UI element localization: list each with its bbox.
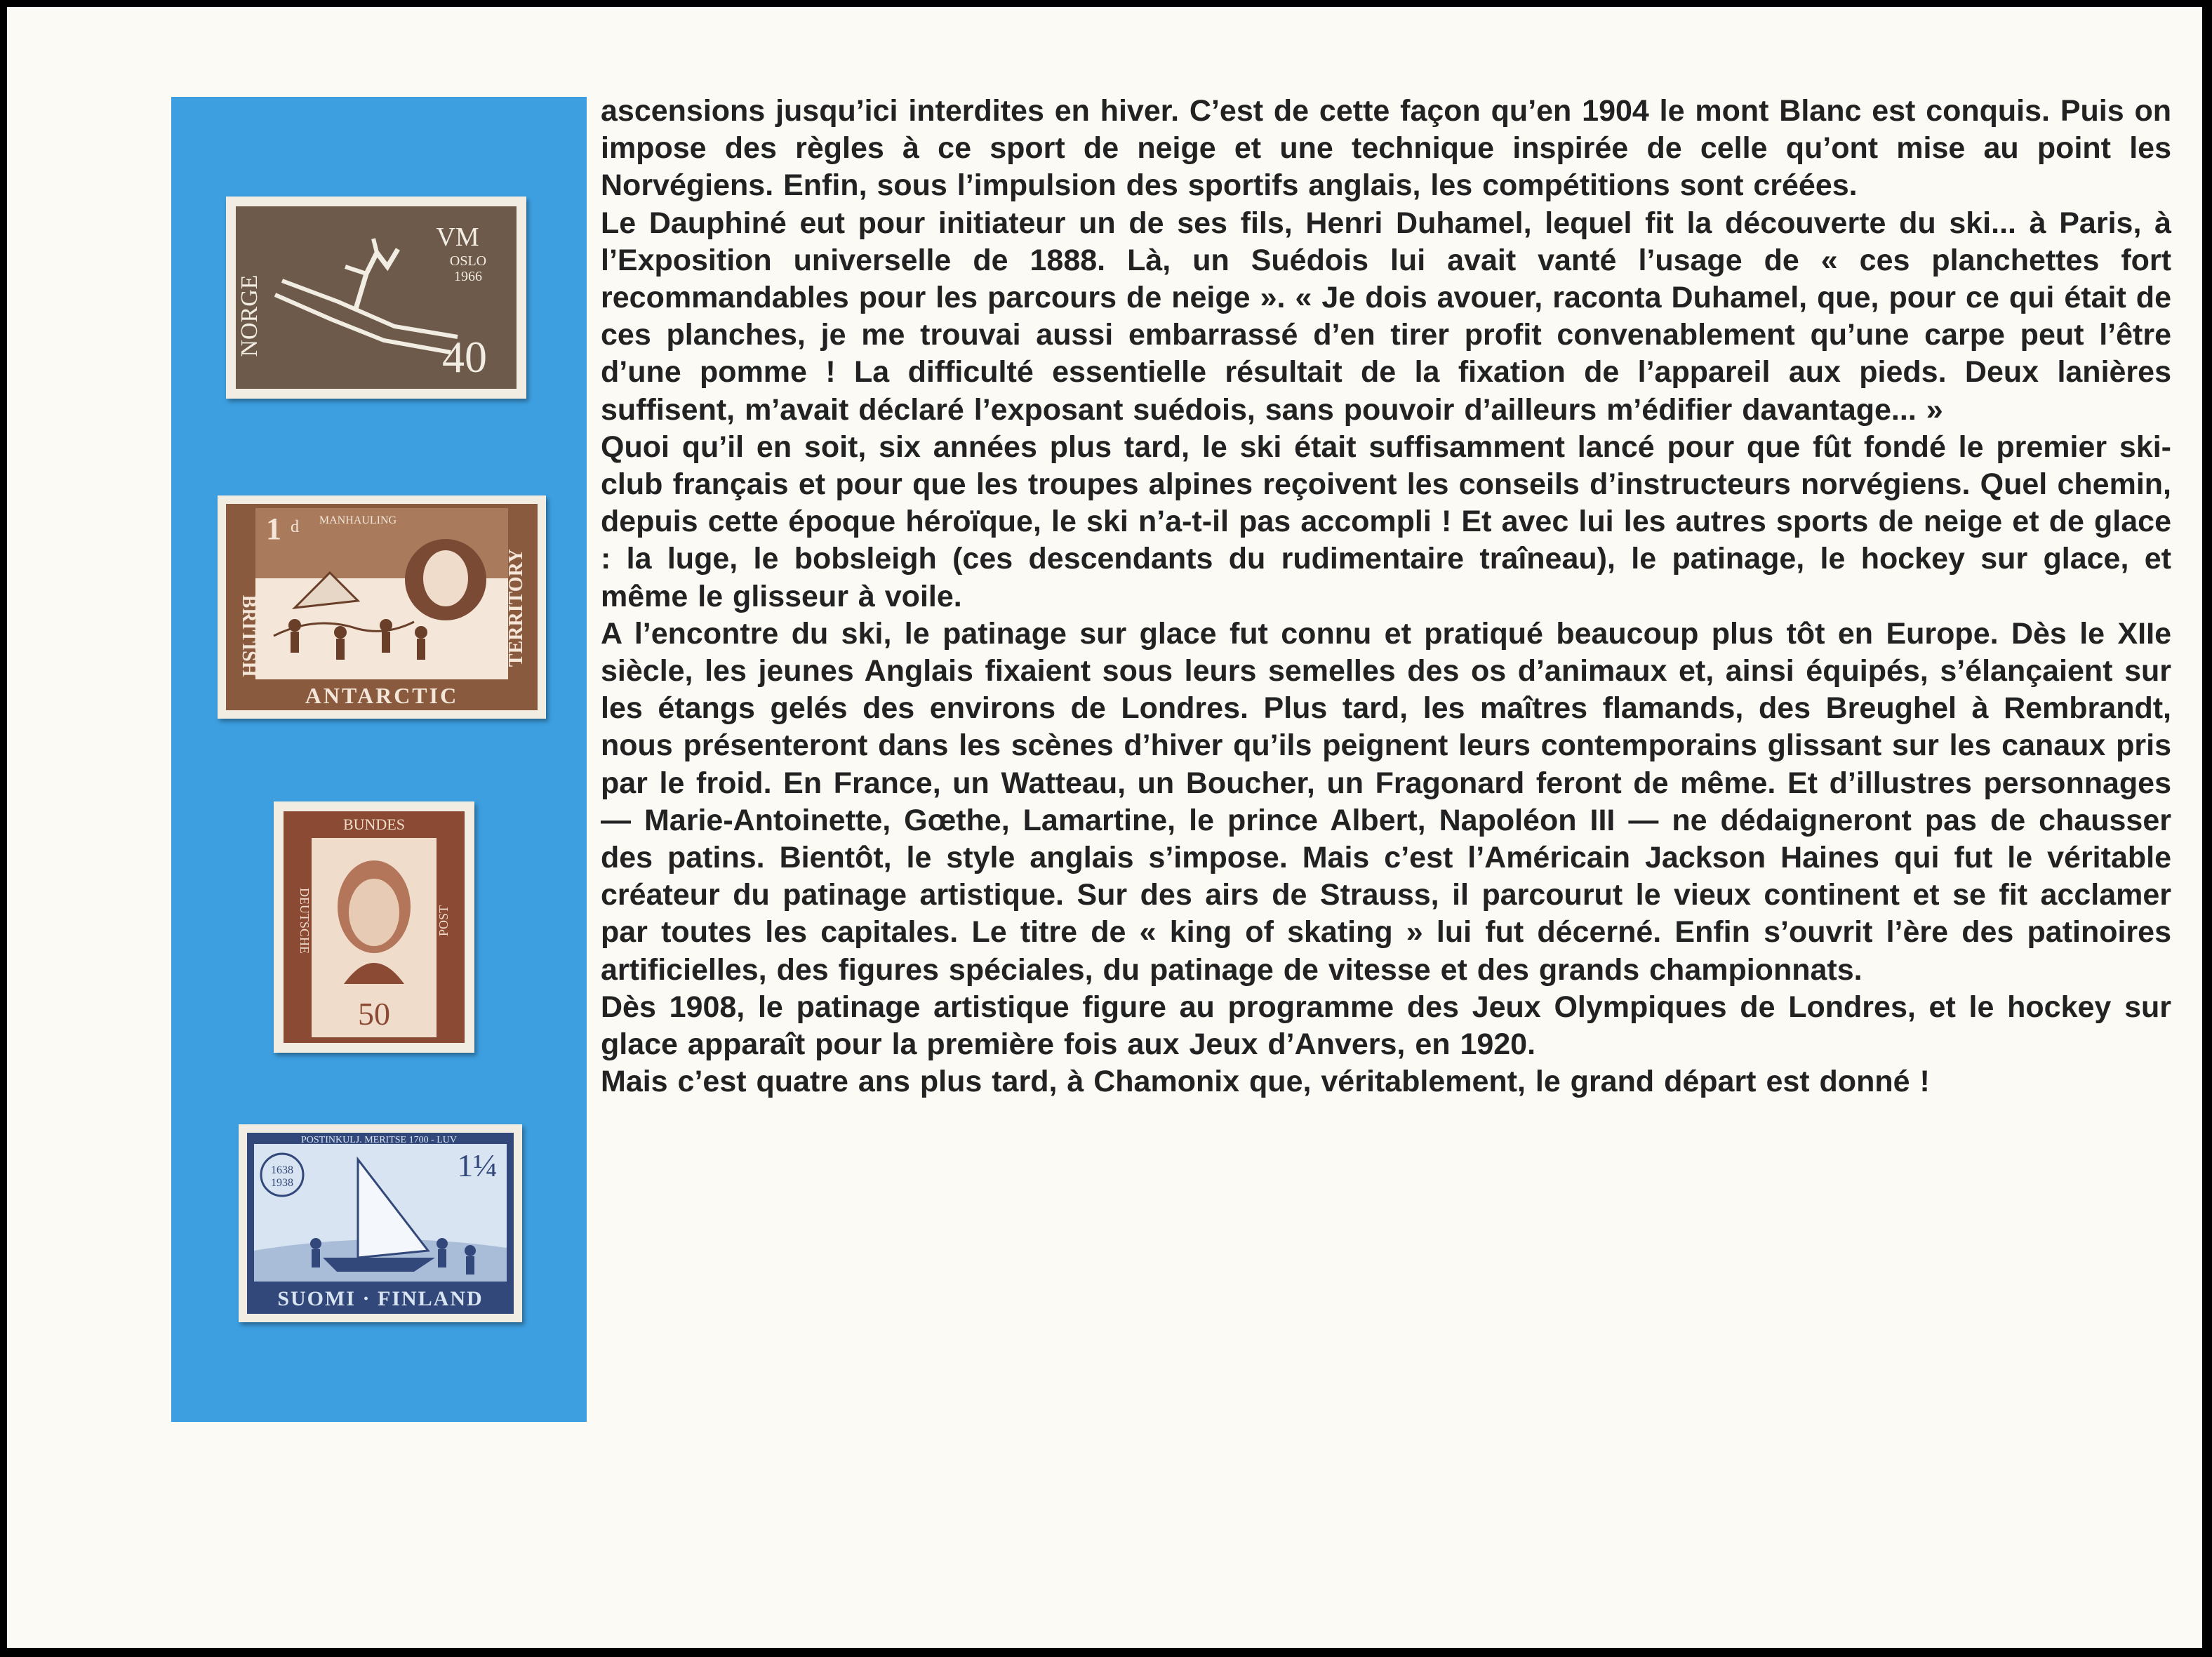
paragraph-4: A l’encontre du ski, le patinage sur glace fut connu et pratiqué beaucoup plus tôt en Europe. Dès le XIIe siècle, les jeunes Anglais fixaient sous leurs semelles des os d’animaux et, ainsi équipés, s’élançaient sur les étangs gelés des environs de Londres. Plus tard, les maîtres flamands, des Breughel à Rembrandt, nous présenteront dans les scènes d’hiver qu’ils peignent leurs contemporains glissant sur les canaux pris par le froid. En France, un Watteau, un Boucher, un Fragonard feront de même. Et d’illustres personnages — Marie-Antoinette, Gœthe, Lamartine, le prince Albert, Napoléon III — ne dédaigneront pas de chausser des patins. Bientôt, le style anglais s’impose. Mais c’est l’Américain Jackson Haines qui fut le véritable créateur du patinage artistique. Sur des airs de Strauss, il parcourut le vieux continent et se fit acclamer par toutes les capitales. Le titre de « king of skating » lui fut décerné. Enfin s’ouvrit l’ère des patinoires artificielles, des figures spéciales, du patinage de vitesse et des grands championnats.: [601, 616, 2171, 987]
stamp-bundes-value: 50: [358, 996, 390, 1032]
stamp-norge-event: VM: [436, 222, 479, 252]
stamp-suomi-year-end: 1938: [271, 1177, 293, 1189]
stamp-norge-year: 1966: [454, 269, 482, 284]
stamp-suomi-art: [239, 1124, 522, 1322]
stamp-bat-right-label: TERRITORY: [505, 548, 527, 667]
stamp-deutsche-bundespost: [274, 801, 474, 1053]
stamp-norge-art: [226, 197, 526, 399]
paragraph-2: Le Dauphiné eut pour initiateur un de ses fils, Henri Duhamel, lequel fit la découverte du ski... à Paris, à l’Exposition universelle de 1888. Là, un Suédois lui avait vanté l’usage de « ces planchettes fort recommandables pour les parcours de neige ». « Je dois avouer, raconta Duhamel, que, pour ce qui était de ces planches, je me trouvai aussi embarrassé d’en tirer profit convenablement qu’une carpe peut l’être d’une pomme ! La difficulté essentielle résultait de la fixation de l’appareil aux pieds. Deux lanières suffisent, m’avait déclaré l’exposant suédois, sans pouvoir d’ailleurs m’édifier davantage... »: [601, 206, 2171, 427]
stamp-bat-value: 1: [266, 512, 281, 546]
stamp-suomi-top: POSTINKULJ. MERITSE 1700 - LUV: [300, 1135, 458, 1145]
stamp-norge-country: NORGE: [236, 274, 262, 357]
stamp-suomi-year-start: 1638: [271, 1164, 293, 1176]
stamp-bat-left-label: BRITISH: [238, 594, 260, 677]
article-body: [601, 93, 2171, 1100]
page: [7, 7, 2202, 1648]
stamp-bat-art: [218, 495, 546, 719]
stamp-bundes-art: [274, 801, 474, 1053]
stamp-bat-value-suffix: d: [291, 518, 299, 536]
stamp-bundes-right: POST: [437, 905, 451, 937]
stamp-norge-value: 40: [442, 332, 487, 382]
stamp-bundes-top: BUNDES: [342, 816, 406, 833]
paragraph-5: Dès 1908, le patinage artistique figure au programme des Jeux Olympiques de Londres, et le hockey sur glace apparaît pour la première fois aux Jeux d’Anvers, en 1920.: [601, 990, 2171, 1062]
paragraph-6: Mais c’est quatre ans plus tard, à Chamonix que, véritablement, le grand départ est donné !: [601, 1065, 1930, 1099]
stamp-british-antarctic: [218, 495, 546, 719]
paragraph-3: Quoi qu’il en soit, six années plus tard, le ski était suffisamment lancé pour que fût fondé le premier ski-club français et pour que les troupes alpines reçoivent les conseils d’instructeurs norvégiens. Quel chemin, depuis cette époque héroïque, le ski n’a-t-il pas accompli ! Et avec lui les autres sports de neige et de glace : la luge, le bobsleigh (ces descendants du rudimentaire traîneau), le patinage, le hockey sur glace, et même le glisseur à voile.: [601, 430, 2171, 613]
stamp-suomi-value: 1¼: [457, 1147, 498, 1183]
stamp-bat-bottom-label: ANTARCTIC: [305, 683, 459, 708]
stamp-norge: [226, 197, 526, 399]
stamp-norge-city: OSLO: [449, 253, 487, 269]
stamp-suomi-finland: [239, 1124, 522, 1322]
stamp-bundes-left: DEUTSCHE: [298, 888, 312, 954]
paragraph-1: ascensions jusqu’ici interdites en hiver. C’est de cette façon qu’en 1904 le mont Blanc est conquis. Puis on impose des règles à ce sport de neige et une technique inspirée de celle qu’ont mise au point les Norvégiens. Enfin, sous l’impulsion des sportifs anglais, les compétitions sont créées.: [601, 94, 2171, 203]
stamp-bat-title: MANHAULING: [319, 514, 397, 526]
stamp-suomi-bottom: SUOMI · FINLAND: [277, 1287, 484, 1310]
